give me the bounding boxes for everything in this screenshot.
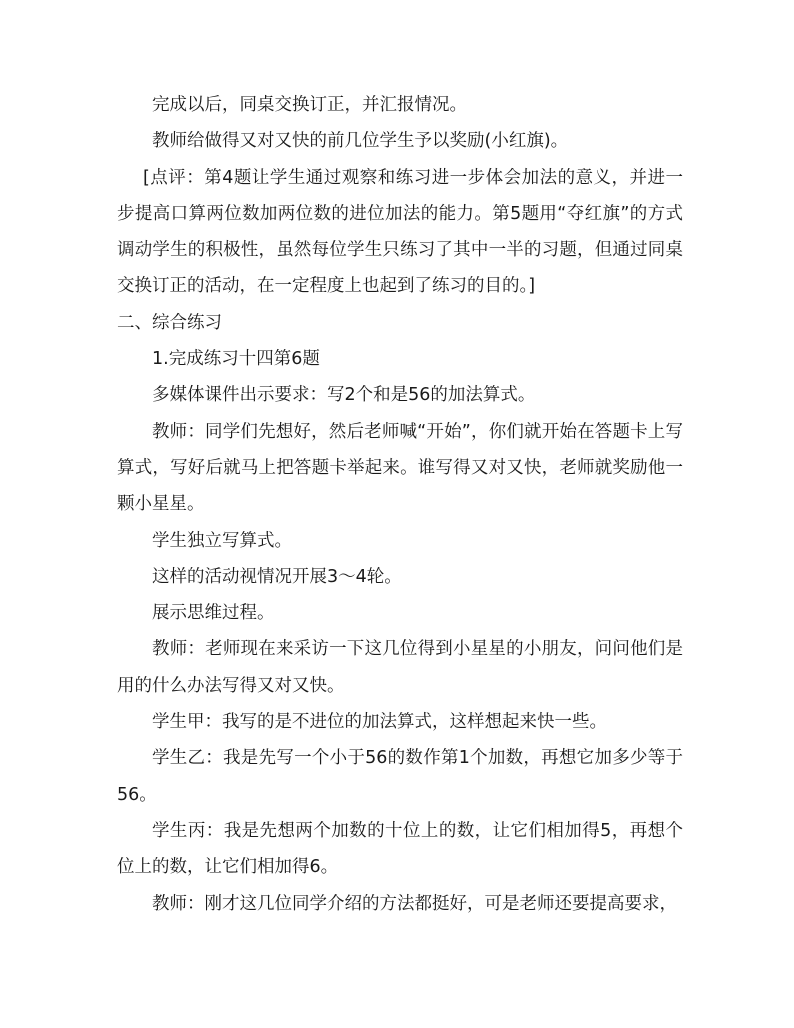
- paragraph-7: 教师：同学们先想好，然后老师喊“开始”，你们就开始在答题卡上写算式，写好后就马上把答题卡举起来。谁写得又对又快，老师就奖励他一颗小星星。: [117, 421, 683, 515]
- paragraph-2: 教师给做得又对又快的前几位学生予以奖励(小红旗)。: [152, 131, 569, 152]
- paragraph-13: 学生乙：我是先写一个小于56的数作第1个加数，再想它加多少等于56。: [117, 748, 683, 805]
- document-page: [117, 87, 683, 922]
- paragraph-5: 1.完成练习十四第6题: [152, 349, 320, 370]
- paragraph-11: 教师：老师现在来采访一下这几位得到小星星的小朋友，问问他们是用的什么办法写得又对又快。: [117, 639, 683, 696]
- paragraph-10: 展示思维过程。: [152, 603, 275, 624]
- paragraph-8: 学生独立写算式。: [152, 530, 292, 551]
- paragraph-14: 学生丙：我是先想两个加数的十位上的数，让它们相加得5，再想个位上的数，让它们相加得6。: [117, 820, 683, 878]
- paragraph-12: 学生甲：我写的是不进位的加法算式，这样想起来快一些。: [152, 712, 607, 733]
- paragraph-1: 完成以后，同桌交换订正，并汇报情况。: [152, 95, 467, 115]
- paragraph-9: 这样的活动视情况开展3～4轮。: [152, 566, 402, 587]
- paragraph-6: 多媒体课件出示要求：写2个和是56的加法算式。: [152, 385, 536, 406]
- paragraph-15: 教师：刚才这几位同学介绍的方法都挺好，可是老师还要提高要求，: [152, 893, 677, 914]
- comment-paragraph: [点评：第4题让学生通过观察和练习进一步体会加法的意义，并进一步提高口算两位数加两位数的进位加法的能力。第5题用“夺红旗”的方式调动学生的积极性，虽然每位学生只练习了其中一半的习题，但通过同桌交换订正的活动，在一定程度上也起到了练习的目的。]: [117, 167, 683, 297]
- section-heading: 二、综合练习: [117, 312, 222, 333]
